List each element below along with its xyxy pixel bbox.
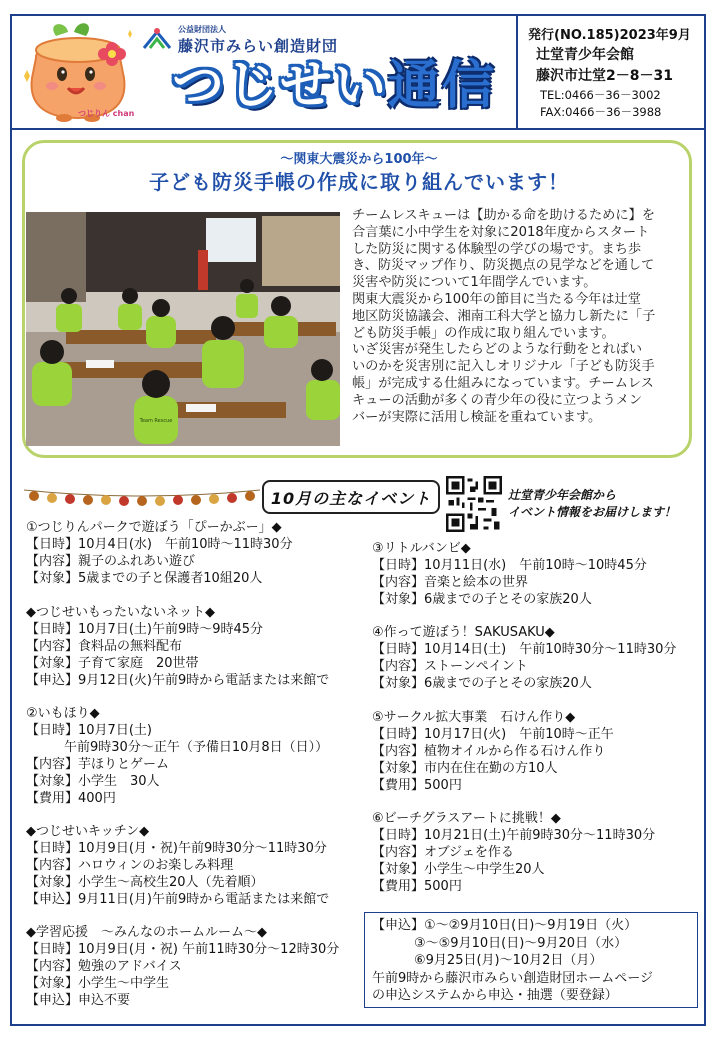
feature-body-line: ども防災手帳」の作成に取り組んでいます。 [352,325,615,341]
masthead [12,16,704,128]
event-title: ◆学習応援 ～みんなのホームルーム～◆ [26,925,267,940]
event-block [372,709,614,794]
event-detail: 【対象】市内在住在勤の方10人 [372,761,558,776]
apply-line: 午前9時から藤沢市みらい創造財団ホームページ [372,970,654,986]
classroom-photo [26,212,340,446]
events-label: 10月の主なイベント [270,489,432,508]
garland-left-decoration [24,486,260,506]
feature-body-line: いのかを災害別に記入しオリジナル「子ども防災手 [352,359,655,375]
venue-fax: FAX:0466－36－3988 [540,105,662,119]
apply-line: 【申込】①～②9月10日(日)～9月19日（火） [372,918,638,933]
event-detail: 【内容】勉強のアドバイス [26,959,182,974]
apply-line: ⑥9月25日(月)～10月2日（月） [414,953,603,968]
event-block [26,604,329,689]
event-detail: 【日時】10月7日(土) [26,723,152,738]
event-detail: 【日時】10月9日(月・祝) 午前11時30分～12時30分 [26,942,340,957]
event-detail: 【申込】9月11日(月)午前9時から電話または来館で [26,892,330,907]
event-detail: 【内容】ストーンペイント [372,659,528,674]
event-title: ⑤サークル拡大事業 石けん作り◆ [372,710,576,725]
event-title: ④作って遊ぼう！SAKUSAKU◆ [372,625,555,640]
qr-note-line-2: イベント情報をお届けします！ [508,505,677,519]
org-name: 藤沢市みらい創造財団 [178,37,339,55]
org-legal-type: 公益財団法人 [178,25,226,34]
event-detail: 【対象】小学生 30人 [26,774,160,789]
mascot-label: つじりん chan [78,109,135,118]
event-detail: 【対象】小学生～中学生20人 [372,862,545,877]
event-detail: 【日時】10月4日(水) 午前10時～11時30分 [26,537,293,552]
issue-info: 発行(NO.185)2023年9月 [528,28,691,43]
event-detail: 【内容】音楽と絵本の世界 [372,575,529,590]
event-block [372,540,647,608]
event-detail: 【日時】10月7日(土)午前9時～9時45分 [26,622,264,637]
event-detail: 【日時】10月11日(水) 午前10時～10時45分 [372,558,647,573]
event-title: ②いもほり◆ [26,706,100,721]
event-title: ①つじりんパークで遊ぼう「ぴーかぶー」◆ [26,520,282,535]
venue-name: 辻堂青少年会館 [536,47,634,63]
application-info [372,917,653,1005]
event-detail: 【対象】6歳までの子とその家族20人 [372,676,592,691]
event-title: ⑥ビーチグラスアートに挑戦！◆ [372,811,561,826]
event-title: ③リトルバンビ◆ [372,541,471,556]
apply-line: ③～⑤9月10日(日)～9月20日（水） [414,935,628,951]
event-title: ◆つじせいキッチン◆ [26,824,150,839]
event-detail: 【日時】10月21日(土)午前9時30分～11時30分 [372,828,656,843]
event-block [26,823,329,908]
event-detail: 午前9時30分～正午（予備日10月8日（日）） [64,740,329,755]
event-detail: 【内容】食料品の無料配布 [26,639,183,654]
feature-body-line: 合言葉に小中学生を対象に2018年度からスタート [352,224,650,240]
event-detail: 【内容】親子のふれあい遊び [26,554,196,569]
event-detail: 【日時】10月9日(月・祝)午前9時30分～11時30分 [26,841,327,856]
event-title: ◆つじせいもったいないネット◆ [26,605,215,620]
event-detail: 【内容】オブジェを作る [372,845,514,860]
event-block [26,705,328,807]
feature-body-line: チームレスキューは【助かる命を助けるために】を [352,208,655,223]
feature-body-line: 帳」が完成する仕組みになっています。チームレス [352,375,654,391]
venue-tel: TEL:0466－36－3002 [540,88,661,102]
event-detail: 【対象】6歳までの子とその家族20人 [372,592,592,607]
qr-code-icon[interactable] [446,476,502,532]
feature-body-line: いざ災害が発生したらどのような行動をとればい [352,342,643,358]
event-detail: 【対象】5歳までの子と保護者10組20人 [26,571,263,586]
feature-body-line: キューの活動が多くの青少年の役に立つようメン [352,392,643,408]
event-detail: 【内容】芋ほりとゲーム [26,757,170,772]
event-detail: 【内容】植物オイルから作る石けん作り [372,744,606,759]
event-block [26,519,293,587]
event-detail: 【費用】400円 [26,791,116,806]
venue-address: 藤沢市辻堂2－8－31 [536,68,673,84]
apply-line: の申込システムから申込・抽選（要登録） [372,988,618,1003]
event-detail: 【申込】申込不要 [26,993,131,1008]
foundation-logo-icon [142,26,172,52]
event-detail: 【内容】ハロウィンのお楽しみ料理 [26,858,234,873]
event-detail: 【対象】子育て家庭 20世帯 [26,656,199,671]
shirt-print-text: Team Rescue [139,418,173,424]
header-rule [10,128,706,130]
event-block [372,624,676,692]
header-divider [516,16,518,128]
feature-body-line: 災害や防災について1年間学んでいます。 [352,275,597,291]
event-detail: 【対象】小学生～高校生20人（先着順） [26,875,264,890]
event-detail: 【費用】500円 [372,778,462,793]
event-block [372,810,655,895]
feature-body-line: き、防災マップ作り、防災拠点の見学などを通して [352,258,655,274]
feature-subtitle: ～関東大震災から100年～ [280,152,438,167]
event-detail: 【日時】10月14日(土) 午前10時30分～11時30分 [372,642,677,657]
feature-body-line: 関東大震災から100年の節目に当たる今年は辻堂 [352,291,641,307]
feature-body-line: バーが実際に活用し検証を重ねています。 [352,409,602,425]
newsletter-title [172,56,496,116]
feature-body-line: した防災に関する体験型の学びの場です。まち歩 [352,241,642,257]
event-block [26,924,339,1009]
title-part-a: つじせい [172,56,389,116]
title-part-b: 通信 [388,56,497,116]
qr-note-line-1: 辻堂青少年会館から [508,488,617,502]
event-detail: 【申込】9月12日(火)午前9時から電話または来館で [26,673,330,688]
event-detail: 【日時】10月17日(火) 午前10時～正午 [372,727,614,742]
feature-body-line: 地区防災協議会、湘南工科大学と協力し新たに「子 [352,308,656,324]
feature-title: 子ども防災手帳の作成に取り組んでいます！ [149,170,569,194]
event-detail: 【対象】小学生～中学生 [26,976,170,991]
event-detail: 【費用】500円 [372,879,462,894]
feature-body [352,208,688,426]
